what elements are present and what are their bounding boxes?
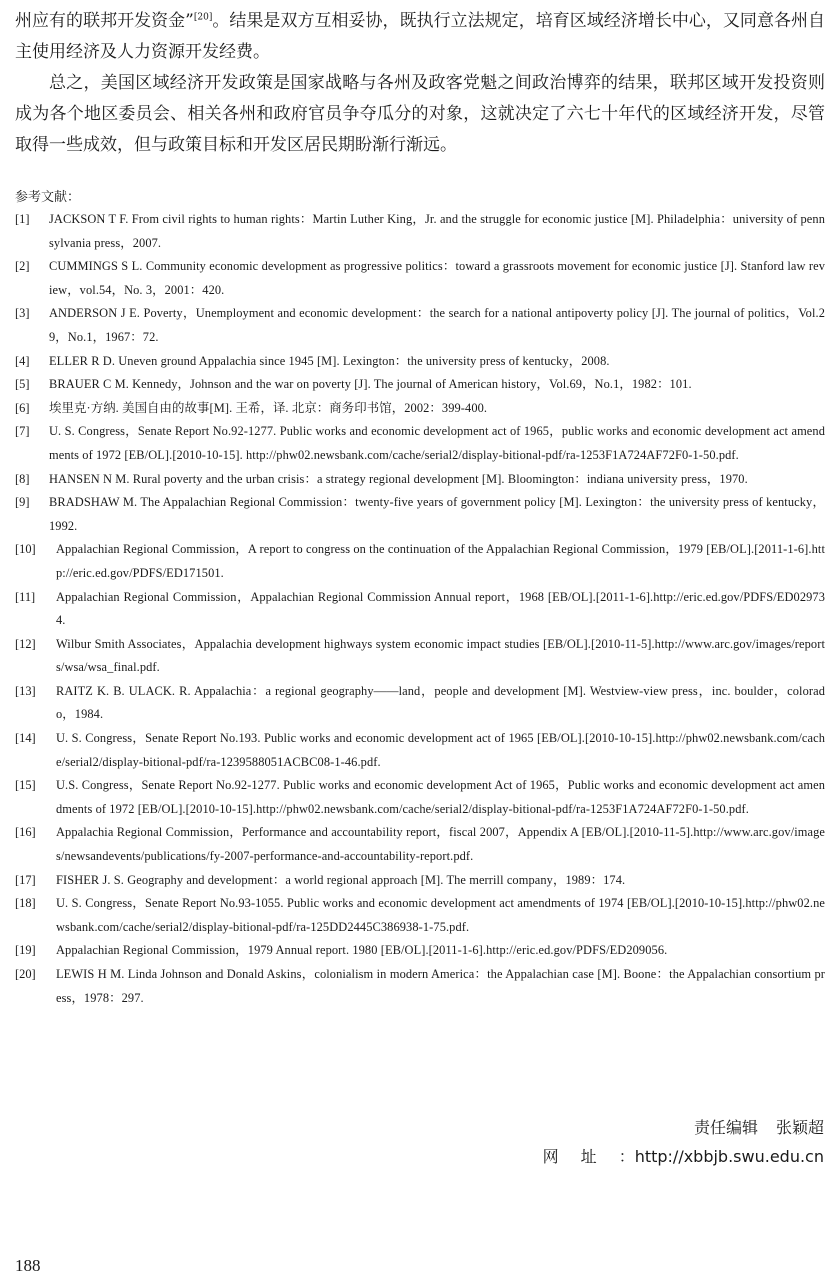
reference-number: [14]: [15, 731, 36, 746]
reference-item: [15, 208, 825, 255]
reference-item: [15, 586, 825, 633]
reference-number: [1]: [15, 212, 30, 226]
reference-text: U.S. Congress，Senate Report No.92-1277. Public works and economic development Act of 1965，Public works and economic development act amendments of 1972 [EB/OL].[2010-10-15].http://phw02.newsbank.com/cache/serial2/display-bitional-pdf/ra-1253F1A724AF72F0-1-50.pdf.: [56, 778, 825, 816]
reference-item: [15, 727, 825, 774]
reference-item: [15, 821, 825, 868]
reference-text: Wilbur Smith Associates，Appalachia development highways system economic impact studies [EB/OL].[2010-11-5].http://www.arc.gov/images/reports/wsa/wsa_final.pdf.: [56, 636, 825, 675]
reference-item: [15, 538, 825, 585]
reference-text: HANSEN N M. Rural poverty and the urban crisis：a strategy regional development [M]. Bloomington：indiana university press，1970.: [49, 471, 748, 486]
reference-number: [4]: [15, 353, 30, 368]
reference-item: [15, 680, 825, 727]
reference-number: [6]: [15, 400, 30, 415]
website-label: 网址: [542, 1147, 619, 1166]
reference-text: U. S. Congress，Senate Report No.93-1055. Public works and economic development act amendments of 1974 [EB/OL].[2010-10-15].http://phw02.newsbank.com/cache/serial2/display-bitional-pdf/ra-125DD2445C386938-1-75.pdf.: [56, 896, 825, 934]
page-number: 188: [15, 1256, 41, 1275]
reference-number: [7]: [15, 424, 30, 439]
reference-list: [15, 208, 825, 1010]
reference-text: U. S. Congress，Senate Report No.92-1277. Public works and economic development act of 1965，public works and economic development act amendments of 1972 [EB/OL].[2010-10-15]. http://phw02.newsbank.com/cache/serial2/display-bitional-pdf/ra-1253F1A724AF72F0-1-50.pdf.: [49, 424, 825, 462]
reference-text: CUMMINGS S L. Community economic development as progressive politics：toward a grassroots movement for economic justice [J]. Stanford law review，vol.54，No. 3，2001：420.: [49, 259, 825, 297]
reference-text: Appalachian Regional Commission，A report to congress on the continuation of the Appalachian Regional Commission，1979 [EB/OL].[2011-1-6].http://eric.ed.gov/PDFS/ED171501.: [56, 542, 825, 580]
reference-number: [16]: [15, 825, 36, 840]
citation-marker: [20]: [193, 12, 213, 23]
paragraph-1-text-end: 。结果是双方互相妥协，既执行立法规定，培育区域经济增长中心，又同意各州自主使用经济及人力资源开发经费。: [15, 11, 825, 62]
reference-number: [10]: [15, 542, 36, 557]
reference-item: [15, 774, 825, 821]
reference-text: BRADSHAW M. The Appalachian Regional Commission：twenty-five years of government policy [M]. Lexington：the university press of kentucky，1992.: [49, 495, 825, 533]
reference-number: [12]: [15, 636, 36, 651]
reference-number: [17]: [15, 872, 36, 887]
reference-number: [9]: [15, 495, 30, 510]
reference-number: [8]: [15, 471, 30, 486]
website-url: ：http://xbbjb.swu.edu.cn: [618, 1147, 824, 1166]
reference-item: [15, 939, 825, 963]
reference-item: [15, 255, 825, 302]
reference-text: Appalachian Regional Commission，1979 Annual report. 1980 [EB/OL].[2011-1-6].http://eric.ed.gov/PDFS/ED209056.: [56, 943, 668, 958]
reference-text: U. S. Congress，Senate Report No.193. Public works and economic development act of 1965 [EB/OL].[2010-10-15].http://phw02.newsbank.com/cache/serial2/display-bitional-pdf/ra-1239588051ACBC08-1-46.pdf.: [56, 731, 825, 769]
reference-item: [15, 892, 825, 939]
editor-name: 张颖超: [775, 1118, 824, 1137]
reference-number: [11]: [15, 589, 36, 604]
reference-number: [20]: [15, 967, 36, 981]
reference-text: RAITZ K. B. ULACK. R. Appalachia：a regional geography——land，people and development [M]. Westview-view press，inc. boulder，colorado，1984.: [56, 683, 825, 722]
reference-text: 埃里克·方纳. 美国自由的故事[M]. 王希，译. 北京：商务印书馆，2002：399-400.: [49, 400, 488, 415]
body-paragraph-1: [15, 6, 825, 68]
references-heading: 参考文献：: [15, 190, 81, 205]
reference-text: LEWIS H M. Linda Johnson and Donald Askins，colonialism in modern America：the Appalachian case [M]. Boone：the Appalachian consortium press，1978：297.: [56, 967, 825, 1005]
reference-text: Appalachia Regional Commission，Performance and accountability report，fiscal 2007，Appendix A [EB/OL].[2010-11-5].http://www.arc.gov/images/newsandevents/publications/fy-2007-performance-and-accountability-report.pdf.: [56, 825, 825, 864]
reference-number: [13]: [15, 683, 36, 698]
reference-text: Appalachian Regional Commission，Appalachian Regional Commission Annual report，1968 [EB/OL].[2011-1-6].http://eric.ed.gov/PDFS/ED029734.: [56, 589, 825, 628]
reference-number: [15]: [15, 778, 36, 793]
journal-website: [543, 1144, 824, 1167]
reference-text: FISHER J. S. Geography and development：a world regional approach [M]. The merrill company，1989：174.: [56, 872, 626, 887]
reference-number: [2]: [15, 259, 30, 274]
reference-item: [15, 373, 825, 397]
reference-item: [15, 869, 825, 893]
reference-number: [3]: [15, 306, 30, 321]
reference-item: [15, 491, 825, 538]
reference-item: [15, 633, 825, 680]
reference-item: [15, 963, 825, 1010]
reference-number: [19]: [15, 943, 36, 958]
reference-number: [5]: [15, 377, 30, 392]
editor-label: 责任编辑: [693, 1118, 758, 1137]
reference-text: ANDERSON J E. Poverty，Unemployment and economic development：the search for a national antipoverty policy [J]. The journal of politics，Vol.29，No.1，1967：72.: [49, 306, 825, 344]
paragraph-1-text-start: 州应有的联邦开发资金”: [15, 11, 194, 31]
reference-item: [15, 468, 825, 492]
reference-item: [15, 397, 825, 421]
body-paragraph-2: 总之，美国区域经济开发政策是国家战略与各州及政客党魁之间政治博弈的结果，联邦区域开发投资则成为各个地区委员会、相关各州和政府官员争夺瓜分的对象，这就决定了六七十年代的区域经济开发，尽管取得一些成效，但与政策目标和开发区居民期盼渐行渐远。: [15, 73, 825, 155]
reference-item: [15, 350, 825, 374]
reference-text: BRAUER C M. Kennedy，Johnson and the war on poverty [J]. The journal of American history，Vol.69，No.1，1982：101.: [49, 377, 692, 392]
reference-item: [15, 302, 825, 349]
reference-text: JACKSON T F. From civil rights to human rights：Martin Luther King，Jr. and the struggle for economic justice [M]. Philadelphia：university of pennsylvania press，2007.: [49, 212, 825, 250]
reference-number: [18]: [15, 896, 36, 911]
reference-text: ELLER R D. Uneven ground Appalachia since 1945 [M]. Lexington：the university press of kentucky，2008.: [49, 353, 610, 368]
reference-item: [15, 420, 825, 467]
responsible-editor: [694, 1115, 824, 1138]
